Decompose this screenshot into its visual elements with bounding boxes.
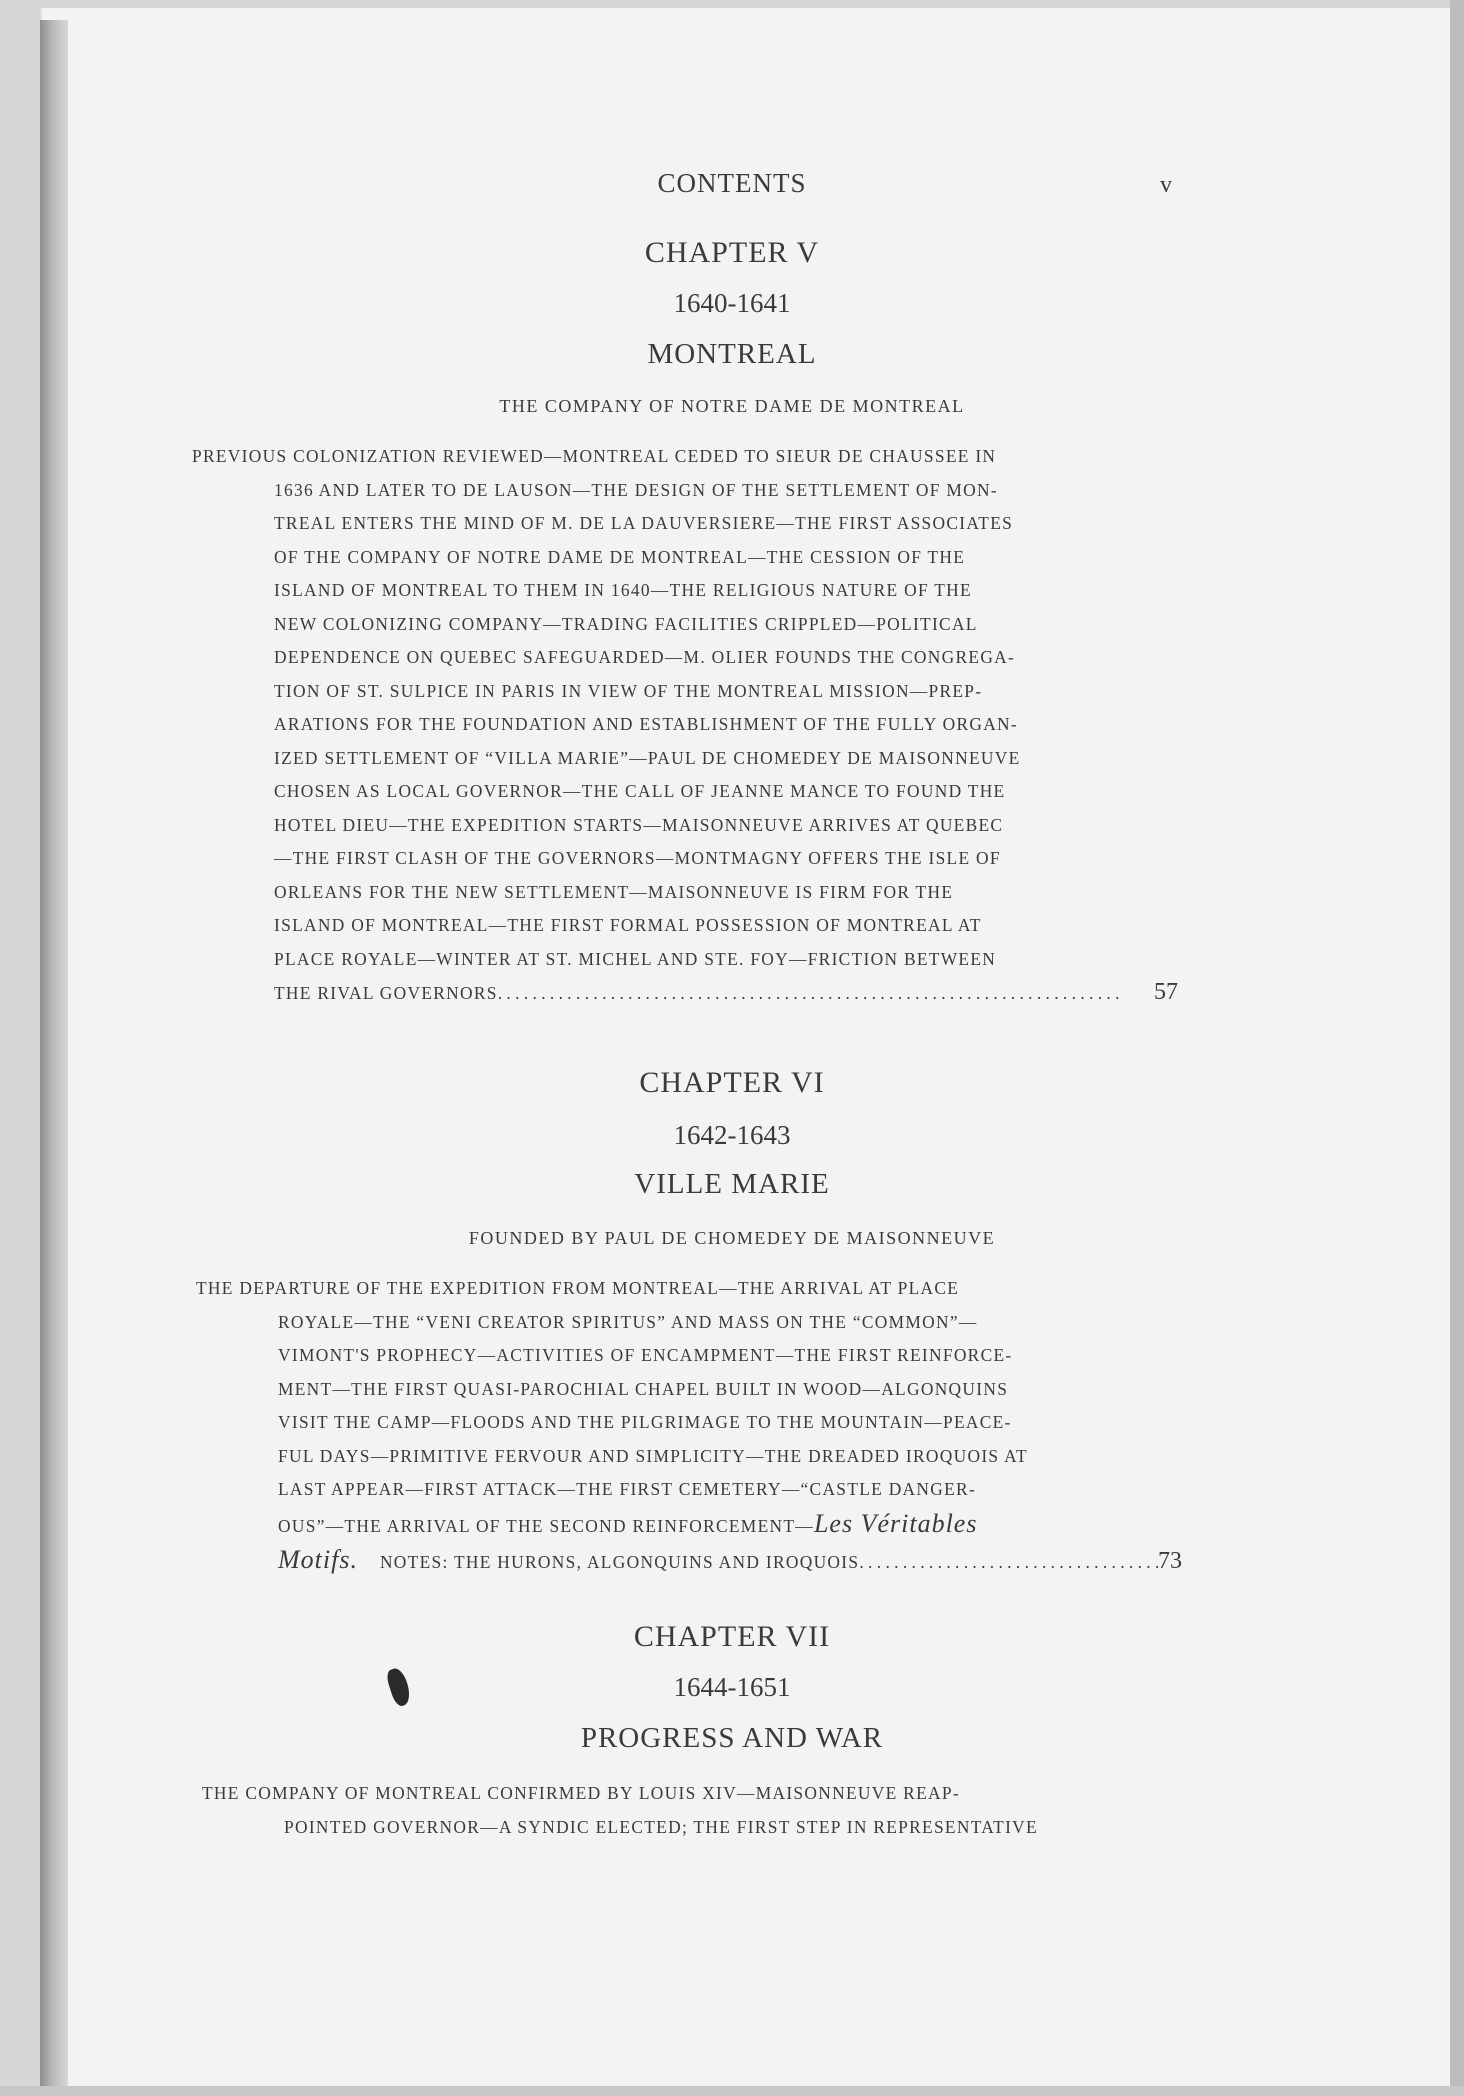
summary-line: NEW COLONIZING COMPANY—TRADING FACILITIES CRIPPLED—POLITICAL: [274, 613, 978, 634]
chapter-summary: [196, 1272, 1182, 1580]
dot-leader: [859, 1546, 1158, 1580]
summary-line: DEPENDENCE ON QUEBEC SAFEGUARDED—M. OLIER FOUNDS THE CONGREGA-: [274, 647, 1016, 667]
summary-line: PLACE ROYALE—WINTER AT ST. MICHEL AND STE. FOY—FRICTION BETWEEN: [274, 948, 997, 969]
summary-line: PREVIOUS COLONIZATION REVIEWED—MONTREAL CEDED TO SIEUR DE CHAUSSEE IN: [192, 446, 997, 466]
summary-line: VIMONT'S PROPHECY—ACTIVITIES OF ENCAMPMENT—THE FIRST REINFORCE-: [278, 1345, 1013, 1365]
page-number: v: [1160, 172, 1172, 198]
chapter-summary: [202, 1777, 1186, 1844]
summary-text: OUS”—THE ARRIVAL OF THE SECOND REINFORCEMENT—: [278, 1515, 814, 1536]
summary-line: NOTES: THE HURONS, ALGONQUINS AND IROQUOIS: [379, 1552, 860, 1572]
summary-line: —THE FIRST CLASH OF THE GOVERNORS—MONTMAGNY OFFERS THE ISLE OF: [274, 848, 1001, 868]
summary-line: ARATIONS FOR THE FOUNDATION AND ESTABLISHMENT OF THE FULLY ORGAN-: [274, 714, 1019, 734]
chapter-heading: CHAPTER VI: [639, 1066, 825, 1099]
summary-line: THE COMPANY OF MONTREAL CONFIRMED BY LOUIS XIV—MAISONNEUVE REAP-: [202, 1783, 960, 1803]
chapter-subtitle: FOUNDED BY PAUL DE CHOMEDEY DE MAISONNEUVE: [468, 1228, 996, 1248]
summary-line: MENT—THE FIRST QUASI-PAROCHIAL CHAPEL BUILT IN WOOD—ALGONQUINS: [278, 1378, 1009, 1399]
book-page: [40, 8, 1450, 2086]
italic-title: Motifs.: [278, 1545, 358, 1574]
summary-line: TION OF ST. SULPICE IN PARIS IN VIEW OF THE MONTREAL MISSION—PREP-: [274, 680, 983, 701]
toc-entry-line: [278, 1543, 1182, 1580]
summary-line: ROYALE—THE “VENI CREATOR SPIRITUS” AND MASS ON THE “COMMON”—: [278, 1311, 978, 1332]
summary-line-mixed: [278, 1507, 1182, 1544]
page-edge-bottom: [0, 2086, 1464, 2096]
chapter-heading: CHAPTER VII: [633, 1620, 831, 1653]
summary-line: THE DEPARTURE OF THE EXPEDITION FROM MONTREAL—THE ARRIVAL AT PLACE: [196, 1278, 960, 1298]
summary-line: IZED SETTLEMENT OF “VILLA MARIE”—PAUL DE CHOMEDEY DE MAISONNEUVE: [274, 747, 1021, 768]
summary-line: ISLAND OF MONTREAL—THE FIRST FORMAL POSSESSION OF MONTREAL AT: [274, 915, 982, 935]
summary-line: CHOSEN AS LOCAL GOVERNOR—THE CALL OF JEANNE MANCE TO FOUND THE: [274, 781, 1006, 801]
summary-line: LAST APPEAR—FIRST ATTACK—THE FIRST CEMETERY—“CASTLE DANGER-: [278, 1479, 977, 1499]
summary-line: ISLAND OF MONTREAL TO THEM IN 1640—THE RELIGIOUS NATURE OF THE: [274, 580, 972, 600]
chapter-heading: CHAPTER V: [644, 236, 820, 269]
chapter-years: 1644-1651: [673, 1672, 791, 1702]
dot-leader: [498, 977, 1154, 1011]
summary-line: HOTEL DIEU—THE EXPEDITION STARTS—MAISONNEUVE ARRIVES AT QUEBEC: [274, 814, 1004, 835]
page-binding-shadow: [40, 20, 68, 2090]
chapter-subtitle: THE COMPANY OF NOTRE DAME DE MONTREAL: [499, 396, 965, 416]
chapter-years: 1642-1643: [673, 1120, 791, 1150]
summary-line: TREAL ENTERS THE MIND OF M. DE LA DAUVERSIERE—THE FIRST ASSOCIATES: [274, 513, 1014, 533]
chapter-summary: [192, 440, 1178, 1011]
summary-line: POINTED GOVERNOR—A SYNDIC ELECTED; THE FIRST STEP IN REPRESENTATIVE: [284, 1816, 1038, 1837]
running-head: CONTENTS: [657, 168, 807, 198]
summary-line: FUL DAYS—PRIMITIVE FERVOUR AND SIMPLICITY—THE DREADED IROQUOIS AT: [278, 1445, 1028, 1466]
chapter-years: 1640-1641: [673, 288, 791, 318]
summary-line: 1636 AND LATER TO DE LAUSON—THE DESIGN OF THE SETTLEMENT OF MON-: [274, 479, 998, 500]
chapter-title: MONTREAL: [647, 338, 817, 370]
entry-page-number: 57: [1154, 979, 1178, 1005]
toc-entry-line: [274, 976, 1178, 1011]
entry-page-number: 73: [1158, 1548, 1182, 1574]
chapter-title: VILLE MARIE: [634, 1168, 830, 1200]
summary-line: THE RIVAL GOVERNORS: [274, 983, 498, 1003]
summary-line: VISIT THE CAMP—FLOODS AND THE PILGRIMAGE TO THE MOUNTAIN—PEACE-: [278, 1412, 1012, 1432]
summary-line: OF THE COMPANY OF NOTRE DAME DE MONTREAL—THE CESSION OF THE: [274, 546, 966, 567]
summary-line: ORLEANS FOR THE NEW SETTLEMENT—MAISONNEUVE IS FIRM FOR THE: [274, 881, 954, 902]
italic-title: Les Véritables: [813, 1508, 978, 1538]
chapter-title: PROGRESS AND WAR: [580, 1722, 884, 1754]
